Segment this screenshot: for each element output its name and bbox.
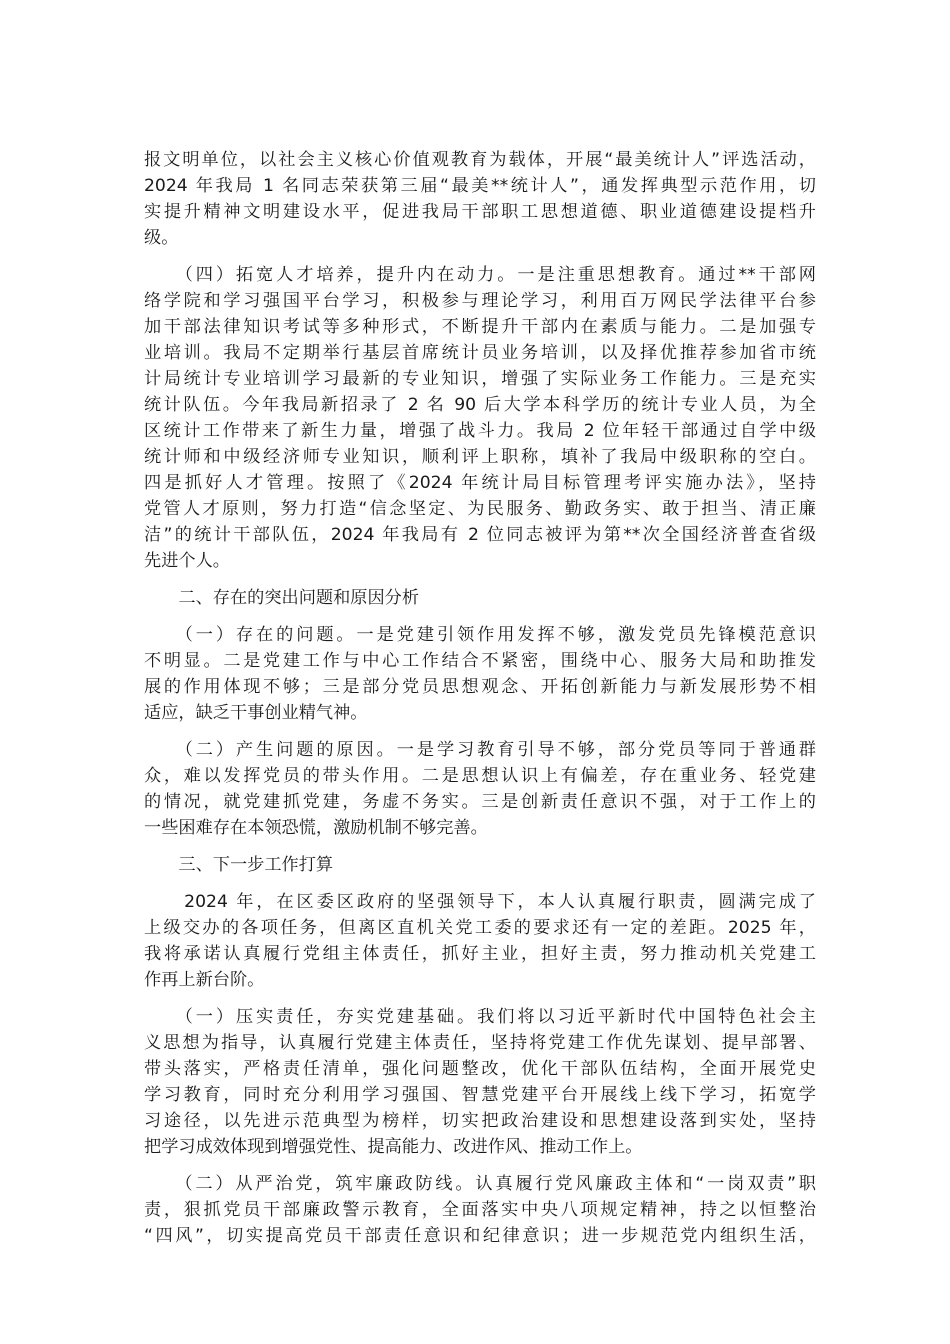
text-line: 带头落实，严格责任清单，强化问题整改，优化干部队伍结构，全面开展党史 [144, 1059, 816, 1079]
text-line: （四）拓宽人才培养，提升内在动力。一是注重思想教育。通过**干部网 [144, 265, 816, 285]
text-line: 级。 [144, 228, 179, 248]
text-line: （二）从严治党，筑牢廉政防线。认真履行党风廉政主体和“一岗双责”职 [144, 1174, 816, 1194]
text-line: 习途径，以先进示范典型为榜样，切实把政治建设和思想建设落到实处，坚持 [144, 1111, 816, 1131]
text-line: 络学院和学习强国平台学习，积极参与理论学习，利用百万网民学法律平台参 [144, 291, 816, 311]
paragraph [144, 147, 816, 251]
paragraph [144, 852, 816, 878]
text-line: 责，狠抓党员干部廉政警示教育，全面落实中央八项规定精神，持之以恒整治 [144, 1200, 816, 1220]
paragraph [144, 1004, 816, 1160]
text-line: 三、下一步工作打算 [144, 855, 334, 875]
text-line: 上级交办的各项任务，但离区直机关党工委的要求还有一定的差距。2025 年， [144, 918, 816, 938]
text-line: 一些困难存在本领恐慌，激励机制不够完善。 [144, 818, 488, 838]
text-line: 洁”的统计干部队伍，2024 年我局有 2 位同志被评为第**次全国经济普查省级 [144, 525, 816, 545]
text-line: （一）压实责任，夯实党建基础。我们将以习近平新时代中国特色社会主 [144, 1007, 816, 1027]
text-line: 统计队伍。今年我局新招录了 2 名 90 后大学本科学历的统计专业人员，为全 [144, 395, 816, 415]
text-line: 报文明单位，以社会主义核心价值观教育为载体，开展“最美统计人”评选活动， [144, 150, 816, 170]
text-line: （二）产生问题的原因。一是学习教育引导不够，部分党员等同于普通群 [144, 740, 816, 760]
text-line: （一）存在的问题。一是党建引领作用发挥不够，激发党员先锋模范意识 [144, 625, 816, 645]
text-line: 学习教育，同时充分利用学习强国、智慧党建平台开展线上线下学习，拓宽学 [144, 1085, 816, 1105]
text-line: 的情况，就党建抓党建，务虚不务实。三是创新责任意识不强，对于工作上的 [144, 792, 816, 812]
text-line: 计局统计专业培训学习最新的专业知识，增强了实际业务工作能力。三是充实 [144, 369, 816, 389]
text-line: 实提升精神文明建设水平，促进我局干部职工思想道德、职业道德建设提档升 [144, 202, 816, 222]
text-line: 义思想为指导，认真履行党建主体责任，坚持将党建工作优先谋划、提早部署、 [144, 1033, 816, 1053]
text-line: 作再上新台阶。 [144, 970, 265, 990]
text-line: 统计师和中级经济师专业知识，顺利评上职称，填补了我局中级职称的空白。 [144, 447, 816, 467]
text-line: 不明显。二是党建工作与中心工作结合不紧密，围绕中心、服务大局和助推发 [144, 651, 816, 671]
paragraph [144, 262, 816, 574]
paragraph [144, 889, 816, 993]
text-line: 先进个人。 [144, 551, 230, 571]
text-line: 众，难以发挥党员的带头作用。二是思想认识上有偏差，存在重业务、轻党建 [144, 766, 816, 786]
text-line: 我将承诺认真履行党组主体责任，抓好主业，担好主责，努力推动机关党建工 [144, 944, 816, 964]
text-line: 区统计工作带来了新生力量，增强了战斗力。我局 2 位年轻干部通过自学中级 [144, 421, 816, 441]
paragraph [144, 737, 816, 841]
text-line: 业培训。我局不定期举行基层首席统计员业务培训，以及择优推荐参加省市统 [144, 343, 816, 363]
text-line: 加干部法律知识考试等多种形式，不断提升干部内在素质与能力。二是加强专 [144, 317, 816, 337]
text-line: 二、存在的突出问题和原因分析 [144, 588, 420, 608]
text-line: 党管人才原则，努力打造“信念坚定、为民服务、勤政务实、敢于担当、清正廉 [144, 499, 816, 519]
paragraph [144, 1171, 816, 1249]
text-line: 展的作用体现不够；三是部分党员思想观念、开拓创新能力与新发展形势不相 [144, 677, 816, 697]
text-line: 四是抓好人才管理。按照了《2024 年统计局目标管理考评实施办法》，坚持 [144, 473, 816, 493]
paragraph [144, 622, 816, 726]
text-line: “四风”，切实提高党员干部责任意识和纪律意识；进一步规范党内组织生活， [144, 1226, 816, 1246]
text-line: 2024 年我局 1 名同志荣获第三届“最美**统计人”，通发挥典型示范作用，切 [144, 176, 816, 196]
document-page [144, 147, 816, 1260]
paragraph [144, 585, 816, 611]
text-line: 2024 年，在区委区政府的坚强领导下，本人认真履行职责，圆满完成了 [144, 892, 816, 912]
text-line: 把学习成效体现到增强党性、提高能力、改进作风、推动工作上。 [144, 1137, 643, 1157]
text-line: 适应，缺乏干事创业精气神。 [144, 703, 368, 723]
